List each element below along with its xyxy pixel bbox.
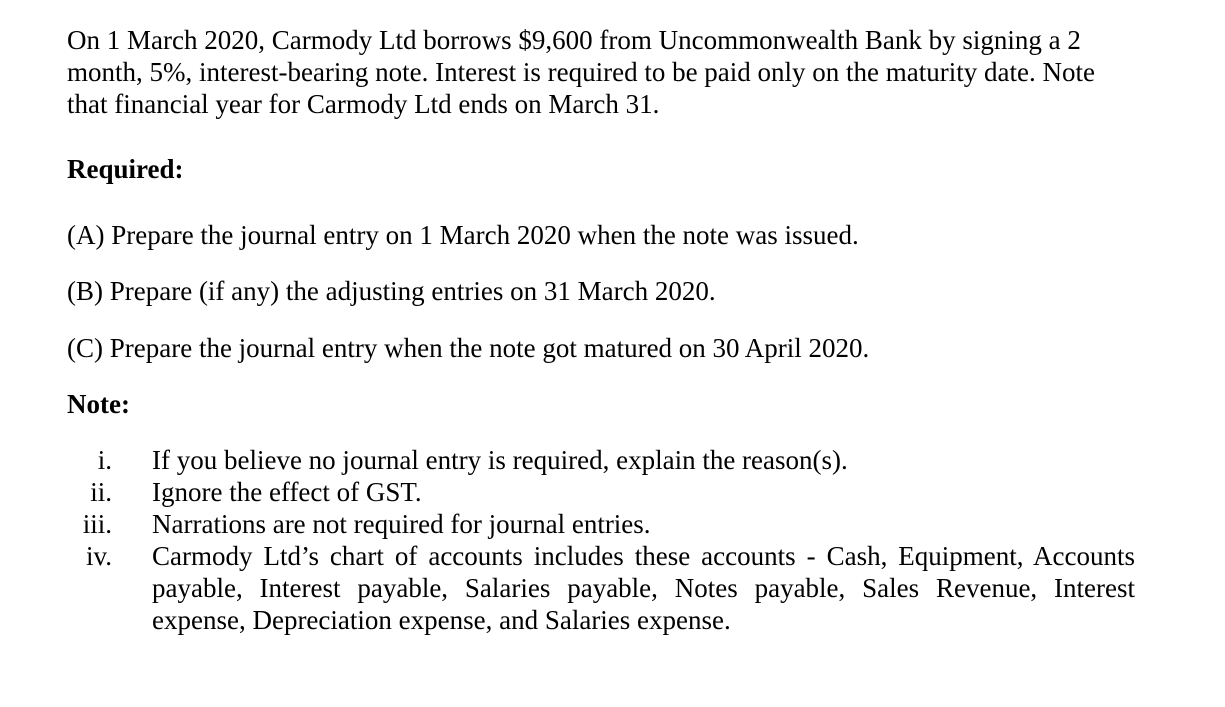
note-item (67, 540, 1135, 636)
notes-list (67, 444, 1135, 636)
problem-statement: On 1 March 2020, Carmody Ltd borrows $9,600 from Uncommonwealth Bank by signing a 2 month, 5%, interest-bearing note. Interest is required to be paid only on the maturity date. Note that financial year for Carmody Ltd ends on March 31. (67, 25, 1095, 119)
note-number: i. (97, 445, 112, 475)
document-body (67, 24, 1135, 636)
note-text: Ignore the effect of GST. (152, 477, 422, 507)
note-text: If you believe no journal entry is required, explain the reason(s). (152, 445, 848, 475)
task-a: (A) Prepare the journal entry on 1 March 2020 when the note was issued. (67, 220, 859, 250)
note-item (67, 508, 1135, 540)
note-number: iv. (86, 541, 112, 571)
note-text: Carmody Ltd’s chart of accounts includes these accounts - Cash, Equipment, Accounts payable, Interest payable, Salaries payable, Notes payable, Sales Revenue, Interest expense, Depreciation expense, and Salaries expense. (152, 541, 1135, 635)
note-item (67, 444, 1135, 476)
note-number: ii. (90, 477, 112, 507)
required-heading: Required: (67, 154, 184, 184)
note-number: iii. (82, 509, 112, 539)
note-item (67, 476, 1135, 508)
note-heading: Note: (67, 389, 130, 419)
note-text: Narrations are not required for journal entries. (152, 509, 651, 539)
task-c: (C) Prepare the journal entry when the note got matured on 30 April 2020. (67, 333, 870, 363)
task-b: (B) Prepare (if any) the adjusting entries on 31 March 2020. (67, 276, 716, 306)
